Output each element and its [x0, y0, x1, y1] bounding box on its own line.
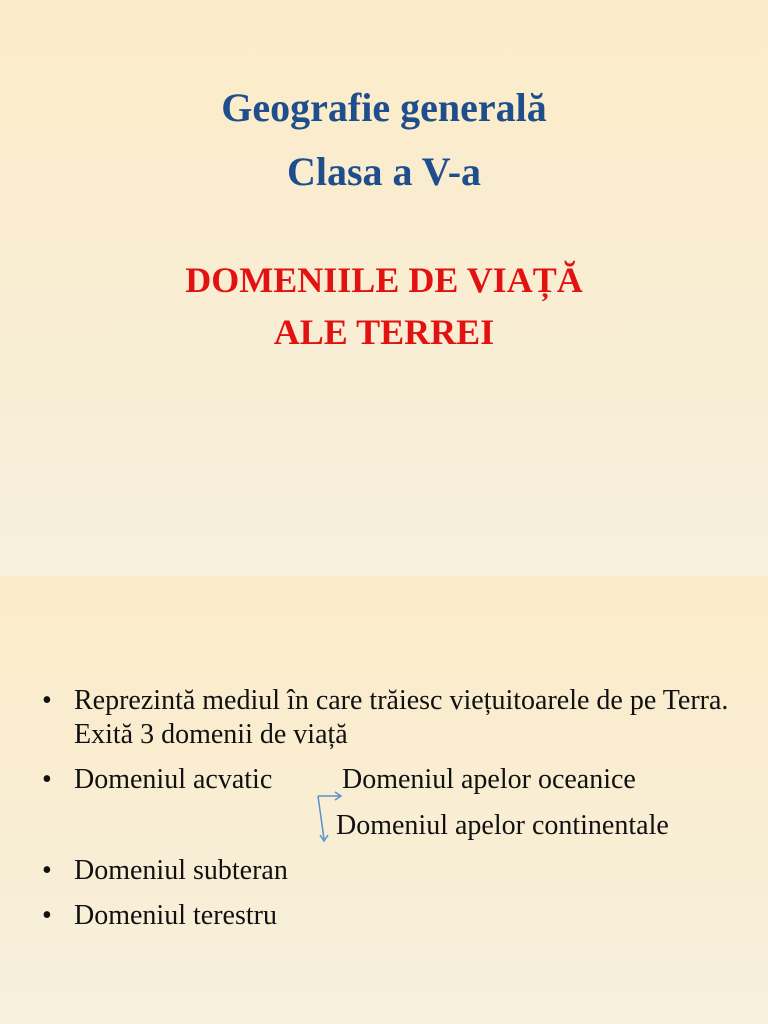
title-line-2: Clasa a V-a — [286, 149, 482, 194]
subtitle-line-1: DOMENIILE DE VIAȚĂ — [185, 260, 583, 300]
bullet-text: Domeniul terestru — [74, 900, 277, 931]
bullet-text: Domeniul subteran — [74, 855, 288, 886]
continental-row — [74, 809, 742, 843]
subtitle-line-2: ALE TERREI — [273, 312, 495, 352]
bullet-list — [42, 684, 742, 944]
acvatic-row — [74, 763, 742, 797]
bullet-item — [42, 899, 742, 933]
bullet-item — [42, 854, 742, 888]
bracket-arrow-icon — [278, 791, 348, 851]
bullet-text: Domeniul acvatic — [74, 764, 273, 795]
bullet-item — [42, 763, 742, 843]
branch-continental: Domeniul apelor continentale — [336, 810, 669, 841]
slide-content — [0, 576, 768, 1024]
branch-oceanic: Domeniul apelor oceanice — [342, 764, 636, 795]
bullet-item — [42, 684, 742, 752]
bullet-text: Reprezintă mediul în care trăiesc viețuitoarele de pe Terra. Exită 3 domenii de viață — [74, 685, 729, 750]
title-line-1: Geografie generală — [221, 85, 547, 130]
